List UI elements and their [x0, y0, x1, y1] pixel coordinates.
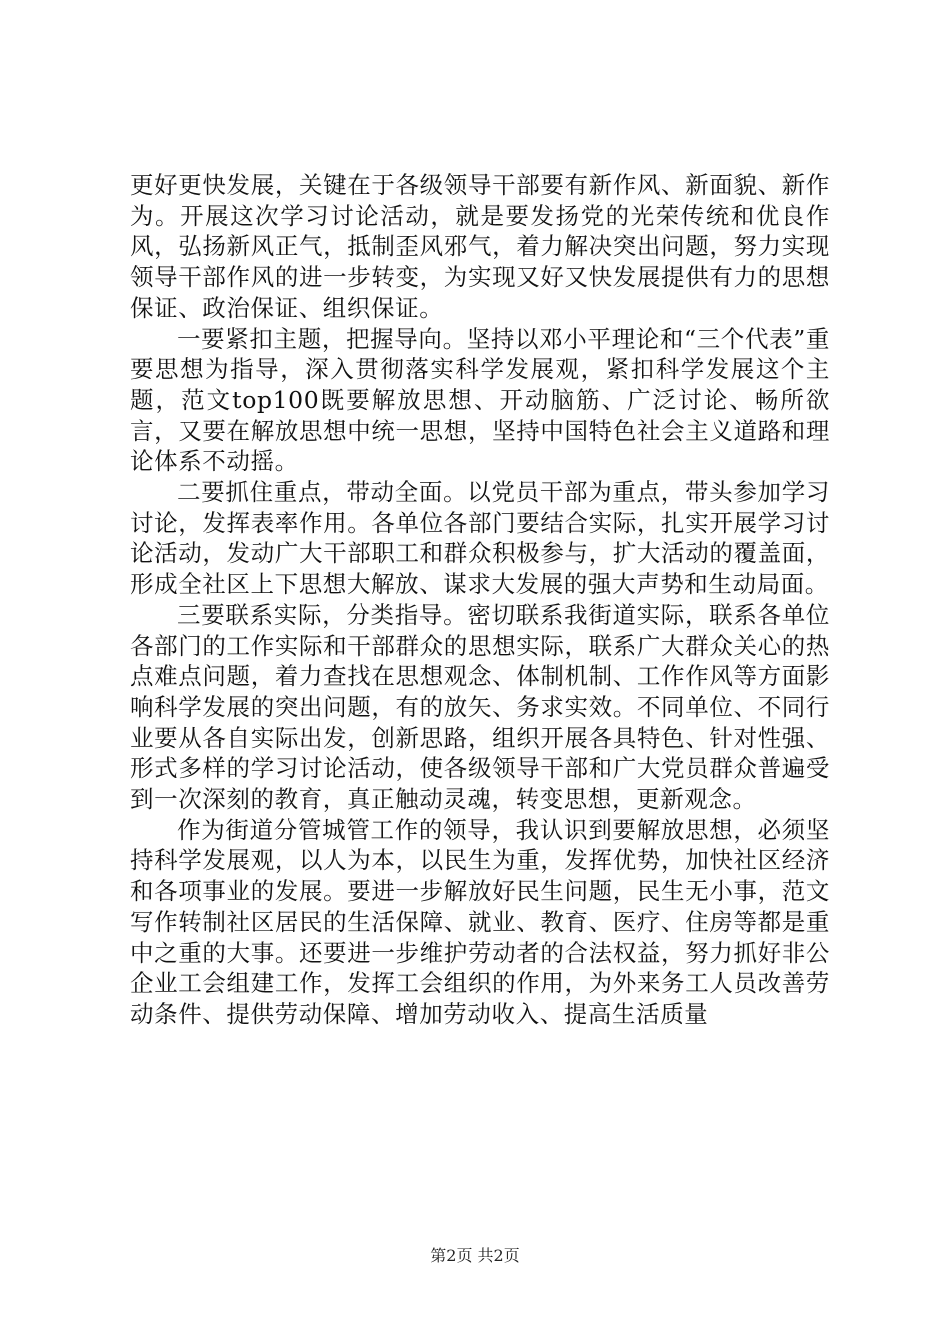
paragraph-1: 更好更快发展，关键在于各级领导干部要有新作风、新面貌、新作为。开展这次学习讨论活动，就是要发扬党的光荣传统和优良作风，弘扬新风正气，抵制歪风邪气，着力解决突出问题，努力实现领导干部作风的进一步转变，为实现又好又快发展提供有力的思想保证、政治保证、组织保证。 [130, 171, 830, 322]
paragraph-2: 一要紧扣主题，把握导向。坚持以邓小平理论和“三个代表”重要思想为指导，深入贯彻落实科学发展观，紧扣科学发展这个主题，范文top100既要解放思想、开动脑筋、广泛讨论、畅所欲言，又要在解放思想中统一思想，坚持中国特色社会主义道路和理论体系不动摇。 [130, 324, 830, 476]
document-body [130, 170, 830, 1030]
paragraph-3: 二要抓住重点，带动全面。以党员干部为重点，带头参加学习讨论，发挥表率作用。各单位各部门要结合实际，扎实开展学习讨论活动，发动广大干部职工和群众积极参与，扩大活动的覆盖面，形成全社区上下思想大解放、谋求大发展的强大声势和生动局面。 [130, 478, 830, 599]
page-number: 第2页 共2页 [430, 1246, 520, 1265]
paragraph-4: 三要联系实际，分类指导。密切联系我街道实际，联系各单位各部门的工作实际和干部群众的思想实际，联系广大群众关心的热点难点问题，着力查找在思想观念、体制机制、工作作风等方面影响科学发展的突出问题，有的放矢、务求实效。不同单位、不同行业要从各自实际出发，创新思路，组织开展各具特色、针对性强、形式多样的学习讨论活动，使各级领导干部和广大党员群众普遍受到一次深刻的教育，真正触动灵魂，转变思想，更新观念。 [130, 600, 830, 814]
page-footer [0, 1246, 950, 1266]
paragraph-5: 作为街道分管城管工作的领导，我认识到要解放思想，必须坚持科学发展观，以人为本，以民生为重，发挥优势，加快社区经济和各项事业的发展。要进一步解放好民生问题，民生无小事，范文写作转制社区居民的生活保障、就业、教育、医疗、住房等都是重中之重的大事。还要进一步维护劳动者的合法权益，努力抓好非公企业工会组建工作，发挥工会组织的作用，为外来务工人员改善劳动条件、提供劳动保障、增加劳动收入、提高生活质量 [130, 815, 830, 1028]
